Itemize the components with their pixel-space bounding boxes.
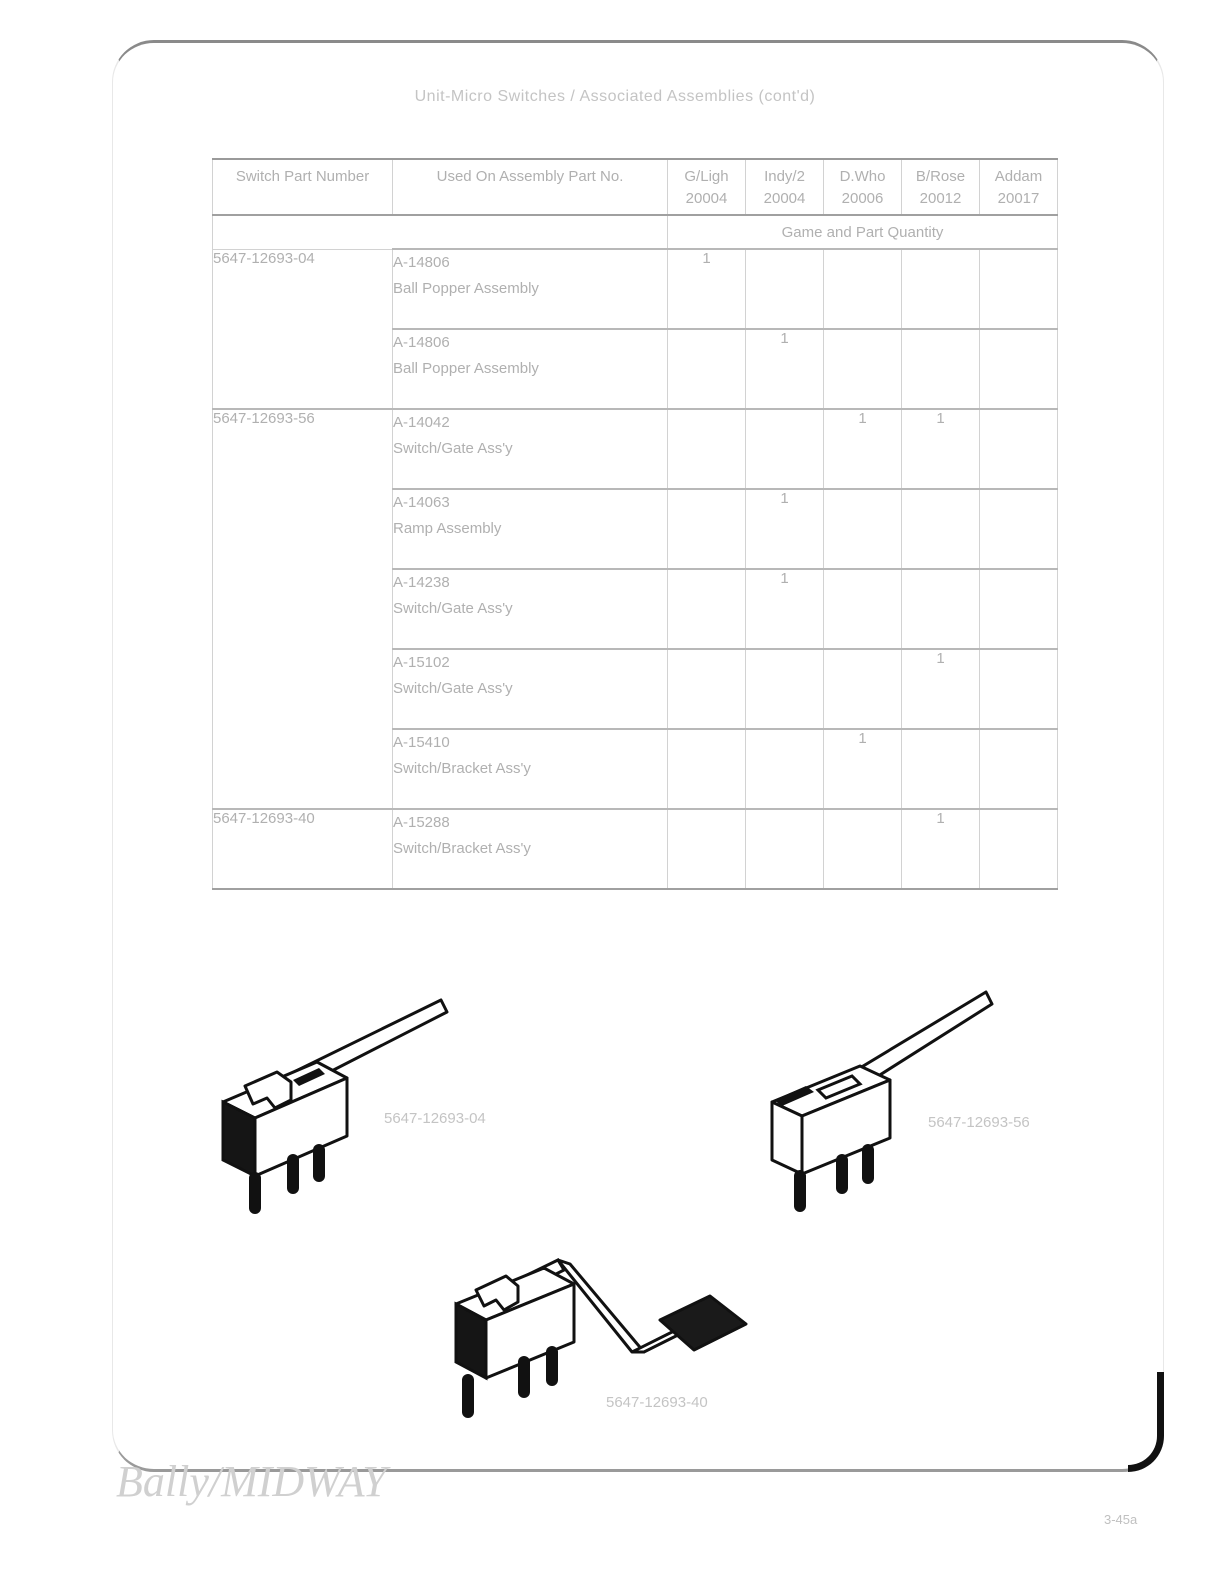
- header-game-5: Addam 20017: [980, 159, 1058, 215]
- qty-cell: [980, 489, 1058, 569]
- page-title: Unit-Micro Switches / Associated Assemblies (cont'd): [414, 88, 816, 105]
- assembly-cell: A-15288 Switch/Bracket Ass'y: [393, 809, 668, 889]
- qty-cell: [746, 649, 824, 729]
- qty-cell: [980, 569, 1058, 649]
- figure-switch-1: [215, 990, 455, 1225]
- qty-cell: [746, 729, 824, 809]
- qty-cell: 1: [746, 329, 824, 409]
- header-used-on: Used On Assembly Part No.: [393, 159, 668, 215]
- qty-cell: [980, 729, 1058, 809]
- qty-cell: [746, 409, 824, 489]
- qty-cell: [668, 489, 746, 569]
- table-row: [213, 249, 1058, 329]
- header-game-2: Indy/2 20004: [746, 159, 824, 215]
- assembly-cell: A-15102 Switch/Gate Ass'y: [393, 649, 668, 729]
- header-game-4: B/Rose 20012: [902, 159, 980, 215]
- assembly-cell: A-14042 Switch/Gate Ass'y: [393, 409, 668, 489]
- qty-cell: 1: [902, 649, 980, 729]
- header-spacer: [213, 215, 668, 249]
- header-game-1: G/Ligh 20004: [668, 159, 746, 215]
- qty-cell: 1: [902, 409, 980, 489]
- micro-switch-paddle-actuator-icon: [448, 1228, 758, 1428]
- logo-text: Bally/MIDWAY: [116, 1457, 387, 1506]
- qty-cell: [668, 329, 746, 409]
- qty-cell: [902, 249, 980, 329]
- qty-cell: 1: [824, 409, 902, 489]
- figure-label: 5647-12693-04: [384, 1110, 486, 1127]
- figure-switch-3: [448, 1228, 758, 1433]
- qty-cell: 1: [746, 489, 824, 569]
- qty-cell: [824, 489, 902, 569]
- qty-cell: [824, 329, 902, 409]
- switch-part-number: 5647-12693-40: [213, 809, 393, 889]
- qty-cell: [902, 489, 980, 569]
- qty-cell: [668, 729, 746, 809]
- qty-cell: [980, 329, 1058, 409]
- qty-cell: 1: [746, 569, 824, 649]
- switch-part-number: 5647-12693-56: [213, 409, 393, 809]
- qty-cell: [746, 809, 824, 889]
- micro-switch-long-actuator-icon: [764, 980, 1004, 1220]
- assembly-cell: A-14063 Ramp Assembly: [393, 489, 668, 569]
- qty-cell: 1: [902, 809, 980, 889]
- qty-cell: [902, 329, 980, 409]
- qty-cell: [980, 649, 1058, 729]
- table-row: [213, 409, 1058, 489]
- qty-cell: [902, 729, 980, 809]
- qty-cell: 1: [824, 729, 902, 809]
- table-row: [213, 809, 1058, 889]
- qty-cell: [824, 809, 902, 889]
- switch-part-number: 5647-12693-04: [213, 249, 393, 409]
- figure-switch-2: [764, 980, 1004, 1225]
- assembly-cell: A-14806 Ball Popper Assembly: [393, 329, 668, 409]
- qty-cell: [668, 569, 746, 649]
- assembly-cell: A-15410 Switch/Bracket Ass'y: [393, 729, 668, 809]
- qty-cell: [980, 249, 1058, 329]
- figure-label: 5647-12693-56: [928, 1114, 1030, 1131]
- qty-cell: [668, 409, 746, 489]
- page-frame-corner: [1128, 1372, 1164, 1472]
- page-number: 3-45a: [1104, 1512, 1138, 1527]
- qty-cell: [668, 649, 746, 729]
- parts-table: [212, 158, 1058, 890]
- qty-cell: [824, 649, 902, 729]
- assembly-cell: A-14806 Ball Popper Assembly: [393, 249, 668, 329]
- bally-midway-logo: [114, 1452, 414, 1513]
- header-quantity: Game and Part Quantity: [668, 215, 1058, 249]
- figure-label: 5647-12693-40: [606, 1394, 708, 1411]
- qty-cell: 1: [668, 249, 746, 329]
- qty-cell: [980, 409, 1058, 489]
- qty-cell: [746, 249, 824, 329]
- qty-cell: [902, 569, 980, 649]
- assembly-cell: A-14238 Switch/Gate Ass'y: [393, 569, 668, 649]
- header-game-3: D.Who 20006: [824, 159, 902, 215]
- qty-cell: [668, 809, 746, 889]
- qty-cell: [824, 569, 902, 649]
- qty-cell: [824, 249, 902, 329]
- header-switch: Switch Part Number: [213, 159, 393, 215]
- bally-midway-logo-icon: [114, 1452, 414, 1508]
- micro-switch-long-actuator-icon: [215, 990, 455, 1220]
- qty-cell: [980, 809, 1058, 889]
